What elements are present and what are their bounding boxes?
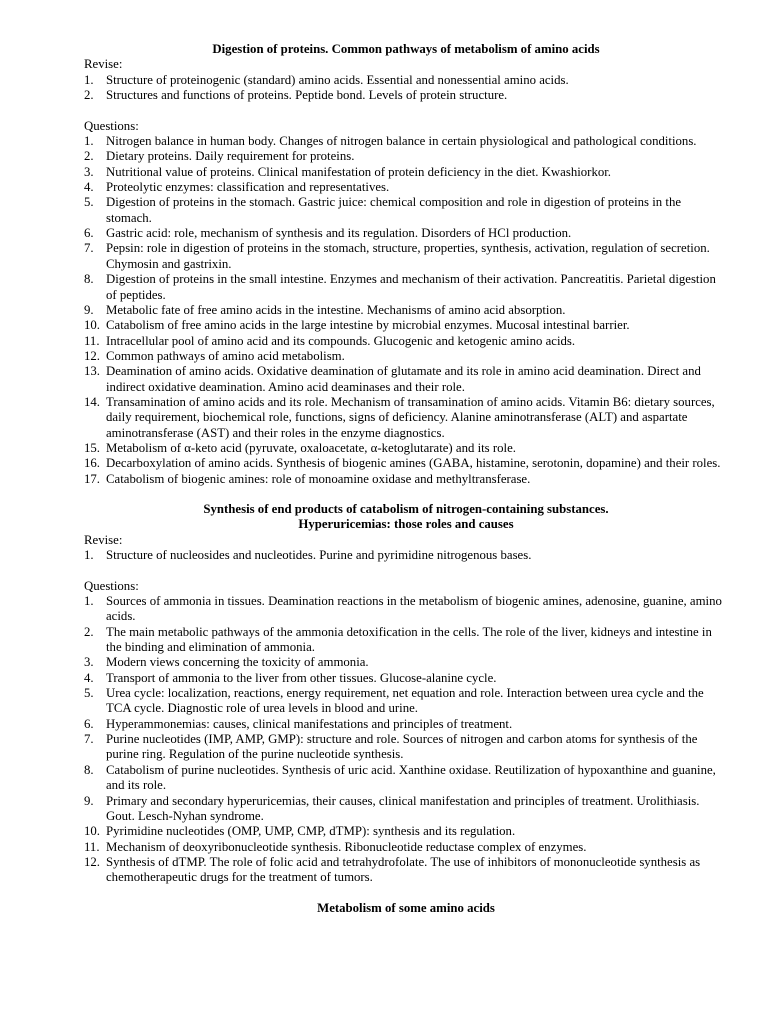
question-item bbox=[84, 180, 728, 195]
list-item-number: 4. bbox=[84, 670, 94, 685]
list-item-number: 6. bbox=[84, 226, 94, 241]
question-item bbox=[84, 134, 728, 149]
section3-title: Metabolism of some amino acids bbox=[317, 900, 495, 915]
question-item bbox=[84, 241, 728, 272]
list-item-number: 12. bbox=[84, 854, 100, 869]
list-item-text: Modern views concerning the toxicity of ammonia. bbox=[106, 655, 369, 670]
list-item-number: 8. bbox=[84, 272, 94, 287]
question-item bbox=[84, 303, 728, 318]
list-item-number: 11. bbox=[84, 333, 100, 348]
list-item-number: 5. bbox=[84, 195, 94, 210]
question-item bbox=[84, 165, 728, 180]
question-item bbox=[84, 625, 728, 656]
question-item bbox=[84, 717, 728, 732]
list-item-number: 13. bbox=[84, 364, 100, 379]
list-item-text: Catabolism of biogenic amines: role of monoamine oxidase and methyltransferase. bbox=[106, 471, 531, 486]
question-item bbox=[84, 655, 728, 670]
question-item bbox=[84, 441, 728, 456]
question-item bbox=[84, 334, 728, 349]
revise-item bbox=[84, 88, 728, 103]
list-item-number: 17. bbox=[84, 471, 100, 486]
list-item-text: Common pathways of amino acid metabolism. bbox=[106, 348, 345, 363]
list-item-number: 12. bbox=[84, 348, 100, 363]
list-item-text: Nitrogen balance in human body. Changes of nitrogen balance in certain physiological and pathological conditions. bbox=[106, 134, 697, 149]
question-item bbox=[84, 395, 728, 441]
section2-title-line1: Synthesis of end products of catabolism of nitrogen-containing substances. bbox=[203, 501, 609, 516]
section1-questions-list bbox=[84, 134, 728, 487]
list-item-number: 6. bbox=[84, 716, 94, 731]
question-item bbox=[84, 732, 728, 763]
question-item bbox=[84, 594, 728, 625]
question-item bbox=[84, 456, 728, 471]
list-item-text: Mechanism of deoxyribonucleotide synthesis. Ribonucleotide reductase complex of enzymes. bbox=[106, 839, 587, 854]
section2-questions-label: Questions: bbox=[84, 578, 139, 593]
question-item bbox=[84, 364, 728, 395]
question-item bbox=[84, 272, 728, 303]
list-item-text: Nutritional value of proteins. Clinical manifestation of protein deficiency in the diet. Kwashiorkor. bbox=[106, 164, 611, 179]
list-item-text: Synthesis of dTMP. The role of folic acid and tetrahydrofolate. The use of inhibitors of mononucleotide synthesis as chemotherapeutic drugs for the treatment of tumors. bbox=[106, 854, 701, 885]
list-item-text: Transport of ammonia to the liver from other tissues. Glucose-alanine cycle. bbox=[106, 670, 497, 685]
section1-revise-label: Revise: bbox=[84, 57, 123, 72]
list-item-text: Proteolytic enzymes: classification and representatives. bbox=[106, 180, 390, 195]
revise-item bbox=[84, 73, 728, 88]
question-item bbox=[84, 671, 728, 686]
list-item-number: 2. bbox=[84, 88, 94, 103]
list-item-text: Primary and secondary hyperuricemias, their causes, clinical manifestation and principles of treatment. Urolithiasis. Gout. Lesch-Nyhan syndrome. bbox=[106, 793, 700, 823]
list-item-text: Pepsin: role in digestion of proteins in the stomach, structure, properties, synthesis, activation, regulation of secretion. Chymosin and gastrixin. bbox=[106, 241, 710, 271]
list-item-text: Sources of ammonia in tissues. Deamination reactions in the metabolism of biogenic amines, adenosine, guanine, amino acids. bbox=[106, 594, 722, 624]
list-item-text: Gastric acid: role, mechanism of synthesis and its regulation. Disorders of HCl production. bbox=[106, 226, 572, 241]
section2-title-line2: Hyperuricemias: those roles and causes bbox=[298, 517, 514, 532]
question-item bbox=[84, 472, 728, 487]
section1-revise-list bbox=[84, 73, 728, 104]
question-item bbox=[84, 686, 728, 717]
list-item-number: 1. bbox=[84, 134, 94, 149]
list-item-number: 1. bbox=[84, 72, 94, 87]
list-item-text: Structure of proteinogenic (standard) amino acids. Essential and nonessential amino acids. bbox=[106, 72, 569, 87]
list-item-number: 10. bbox=[84, 318, 100, 333]
section1-title: Digestion of proteins. Common pathways of metabolism of amino acids bbox=[212, 42, 600, 56]
list-item-number: 4. bbox=[84, 180, 94, 195]
question-item bbox=[84, 824, 728, 839]
list-item-number: 2. bbox=[84, 149, 94, 164]
question-item bbox=[84, 855, 728, 886]
list-item-number: 11. bbox=[84, 839, 100, 854]
list-item-number: 5. bbox=[84, 686, 94, 701]
question-item bbox=[84, 763, 728, 794]
list-item-text: Metabolic fate of free amino acids in the intestine. Mechanisms of amino acid absorption. bbox=[106, 302, 566, 317]
section2-revise-label: Revise: bbox=[84, 532, 123, 547]
list-item-number: 8. bbox=[84, 762, 94, 777]
list-item-number: 7. bbox=[84, 241, 94, 256]
list-item-number: 9. bbox=[84, 793, 94, 808]
list-item-number: 14. bbox=[84, 394, 100, 409]
list-item-text: Purine nucleotides (IMP, AMP, GMP): structure and role. Sources of nitrogen and carbon atoms for synthesis of the purine ring. Regulation of the purine nucleotide synthesis. bbox=[106, 732, 698, 762]
list-item-text: Dietary proteins. Daily requirement for proteins. bbox=[106, 149, 355, 164]
question-item bbox=[84, 840, 728, 855]
section2-questions-list bbox=[84, 594, 728, 886]
question-item bbox=[84, 149, 728, 164]
list-item-text: Metabolism of α-keto acid (pyruvate, oxaloacetate, α-ketoglutarate) and its role. bbox=[106, 440, 516, 455]
list-item-text: Structures and functions of proteins. Peptide bond. Levels of protein structure. bbox=[106, 88, 508, 103]
question-item bbox=[84, 349, 728, 364]
list-item-text: Digestion of proteins in the stomach. Gastric juice: chemical composition and role in digestion of proteins in the stomach. bbox=[106, 195, 682, 225]
revise-item bbox=[84, 548, 728, 563]
list-item-text: Urea cycle: localization, reactions, energy requirement, net equation and role. Interaction between urea cycle and the TCA cycle. Diagnostic role of urea levels in blood and urine. bbox=[106, 686, 704, 716]
question-item bbox=[84, 794, 728, 825]
list-item-number: 1. bbox=[84, 548, 94, 562]
list-item-number: 16. bbox=[84, 456, 100, 471]
question-item bbox=[84, 318, 728, 333]
list-item-text: Catabolism of purine nucleotides. Synthesis of uric acid. Xanthine oxidase. Reutilization of hypoxanthine and guanine, and its role. bbox=[106, 762, 716, 793]
list-item-text: Structure of nucleosides and nucleotides. Purine and pyrimidine nitrogenous bases. bbox=[106, 548, 532, 562]
question-item bbox=[84, 195, 728, 226]
list-item-text: Pyrimidine nucleotides (OMP, UMP, CMP, dTMP): synthesis and its regulation. bbox=[106, 824, 516, 839]
list-item-text: Transamination of amino acids and its role. Mechanism of transamination of amino acids. Vitamin B6: dietary sources, daily requirement, biochemical role, functions, signs of deficiency. Alanine aminotransferase (ALT) and aspartate aminotransferase (AST) and their roles in the enzyme diagnostics. bbox=[106, 394, 715, 440]
list-item-text: Hyperammonemias: causes, clinical manifestations and principles of treatment. bbox=[106, 716, 513, 731]
list-item-number: 10. bbox=[84, 824, 100, 839]
list-item-text: Intracellular pool of amino acid and its compounds. Glucogenic and ketogenic amino acids. bbox=[106, 333, 576, 348]
list-item-number: 9. bbox=[84, 302, 94, 317]
list-item-text: Digestion of proteins in the small intestine. Enzymes and mechanism of their activation. Pancreatitis. Parietal digestion of peptides. bbox=[106, 272, 716, 302]
list-item-number: 1. bbox=[84, 594, 94, 609]
list-item-number: 7. bbox=[84, 732, 94, 747]
list-item-number: 3. bbox=[84, 655, 94, 670]
list-item-text: Decarboxylation of amino acids. Synthesis of biogenic amines (GABA, histamine, serotonin, dopamine) and their roles. bbox=[106, 456, 721, 471]
list-item-number: 2. bbox=[84, 624, 94, 639]
list-item-text: Deamination of amino acids. Oxidative deamination of glutamate and its role in amino acid deamination. Direct and indirect oxidative deamination. Amino acid deaminases and their role. bbox=[106, 364, 701, 394]
section1-questions-label: Questions: bbox=[84, 118, 139, 133]
list-item-number: 3. bbox=[84, 164, 94, 179]
list-item-text: Catabolism of free amino acids in the large intestine by microbial enzymes. Mucosal intestinal barrier. bbox=[106, 318, 630, 333]
section2-revise-list bbox=[84, 548, 728, 563]
list-item-number: 15. bbox=[84, 440, 100, 455]
list-item-text: The main metabolic pathways of the ammonia detoxification in the cells. The role of the liver, kidneys and intestine in the binding and elimination of ammonia. bbox=[106, 624, 712, 655]
question-item bbox=[84, 226, 728, 241]
